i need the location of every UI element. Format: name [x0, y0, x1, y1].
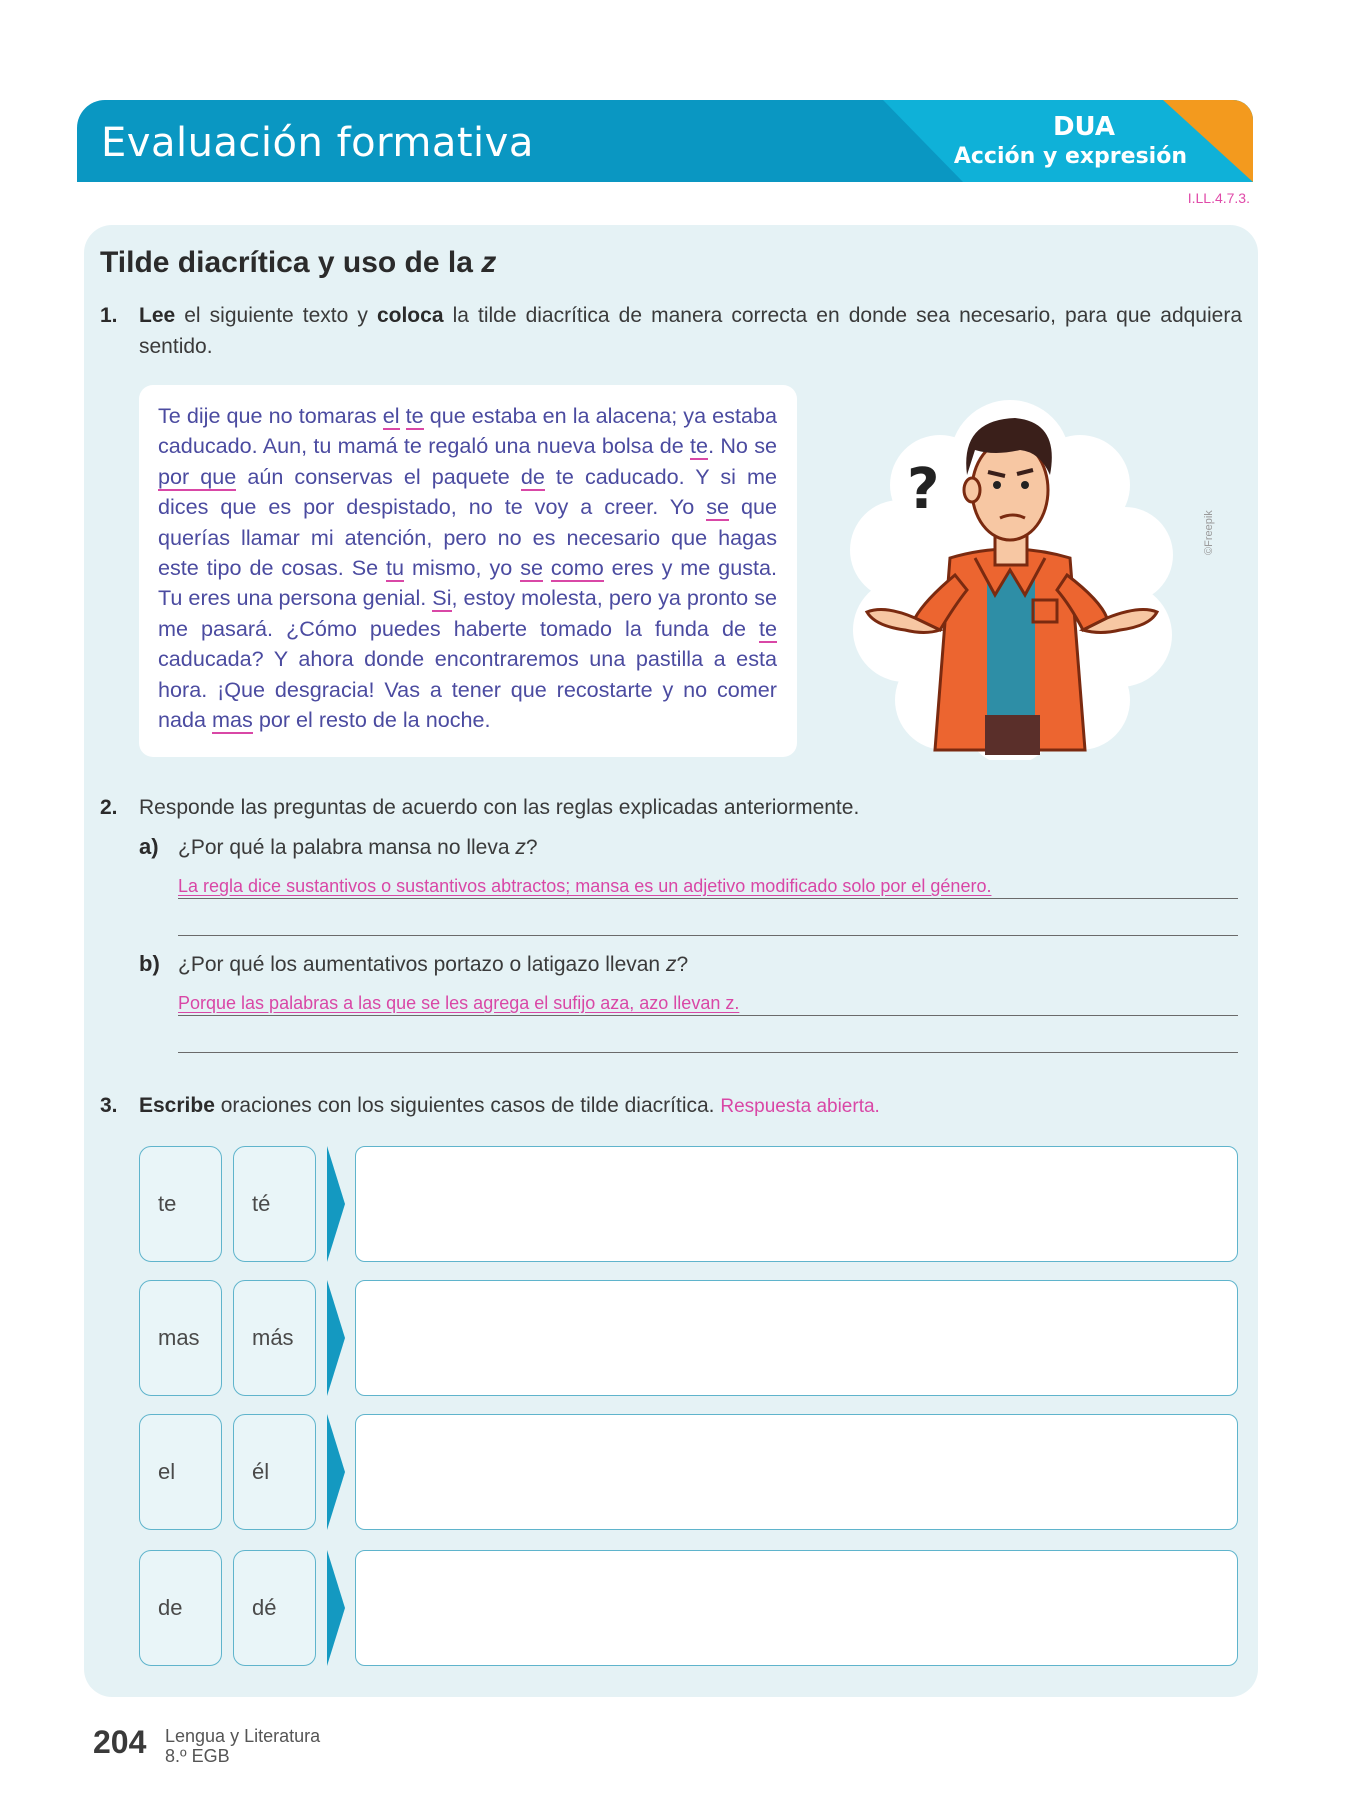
word-cell-accented: té	[233, 1146, 316, 1262]
question-2-text: Responde las preguntas de acuerdo con las reglas explicadas anteriormente.	[139, 796, 860, 819]
word-cell-accented: dé	[233, 1550, 316, 1666]
answer-line	[178, 1015, 1238, 1016]
question-3-text: Escribe oraciones con los siguientes casos de tilde diacrítica. Respuesta abierta.	[139, 1094, 880, 1117]
confused-boy-illustration	[845, 390, 1180, 760]
subquestion-b-text: ¿Por qué los aumentativos portazo o latigazo llevan z?	[178, 953, 689, 976]
arrow-icon	[327, 1414, 345, 1530]
section-title: Tilde diacrítica y uso de la z	[100, 246, 497, 279]
subquestion-a-label: a)	[139, 834, 159, 859]
sentence-input-box[interactable]	[355, 1146, 1238, 1262]
passage-box	[139, 385, 797, 757]
indicator-code: I.LL.4.7.3.	[1187, 190, 1250, 206]
question-1	[100, 300, 1242, 362]
passage-text: Te dije que no tomaras el te que estaba en la alacena; ya estaba caducado. Aun, tu mamá te regaló una nueva bolsa de te. No se por que aún conservas el paquete de te caducado. Y si me dices que es por despistado, no te voy a creer. Yo se que querías llamar mi atención, pero no es necesario que hagas este tipo de cosas. Se tu mismo, yo se como eres y me gusta. Tu eres una persona genial. Si, estoy molesta, pero ya pronto se me pasará. ¿Cómo puedes haberte tomado la funda de te caducada? Y ahora donde encontraremos una pastilla a esta hora. ¡Que desgracia! Vas a tener que recostarte y no comer nada mas por el resto de la noche.	[158, 403, 778, 733]
answer-a: La regla dice sustantivos o sustantivos abtractos; mansa es un adjetivo modificado solo por el género.	[178, 876, 992, 896]
word-cell: el	[139, 1414, 222, 1530]
word-cell: mas	[139, 1280, 222, 1396]
subquestion-a-text: ¿Por qué la palabra mansa no lleva z?	[178, 836, 538, 859]
image-credit: ©Freepik	[1203, 510, 1215, 555]
answer-line	[178, 1052, 1238, 1053]
sentence-input-box[interactable]	[355, 1550, 1238, 1666]
page-number: 204	[93, 1724, 147, 1760]
dua-subtitle: Acción y expresión	[953, 144, 1187, 169]
question-1-text: Lee el siguiente texto y coloca la tilde diacrítica de manera correcta en donde sea necesario, para que adquiera sentido.	[139, 304, 1242, 358]
answer-b: Porque las palabras a las que se les agrega el sufijo aza, azo llevan z.	[178, 993, 740, 1013]
sentence-input-box[interactable]	[355, 1414, 1238, 1530]
header-banner	[77, 100, 1253, 182]
question-number: 2.	[100, 796, 118, 819]
question-mark-icon: ?	[907, 457, 940, 522]
subject-label: Lengua y Literatura 8.º EGB	[165, 1726, 321, 1766]
word-cell-accented: más	[233, 1280, 316, 1396]
answer-line	[178, 935, 1238, 936]
question-3	[100, 1090, 1240, 1122]
question-number: 3.	[100, 1094, 118, 1117]
arrow-icon	[327, 1280, 345, 1396]
answer-line	[178, 898, 1238, 899]
sentence-input-box[interactable]	[355, 1280, 1238, 1396]
question-number: 1.	[100, 304, 118, 327]
dua-title: DUA	[1052, 112, 1115, 142]
word-cell: de	[139, 1550, 222, 1666]
page-title: Evaluación formativa	[101, 120, 534, 166]
word-cell: te	[139, 1146, 222, 1262]
subquestion-b-label: b)	[139, 951, 160, 976]
word-cell-accented: él	[233, 1414, 316, 1530]
question-2	[100, 792, 1240, 823]
arrow-icon	[327, 1146, 345, 1262]
arrow-icon	[327, 1550, 345, 1666]
